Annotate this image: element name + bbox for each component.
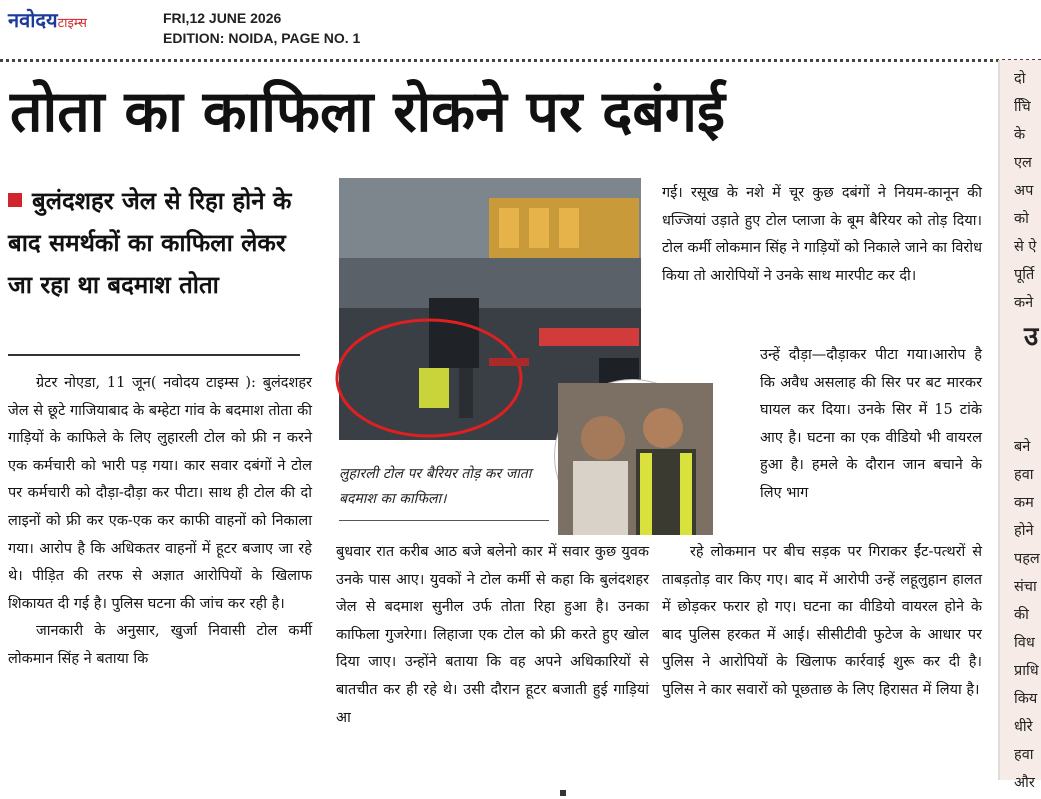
sidebar-line: से ऐ <box>1014 239 1037 255</box>
adjacent-story-strip <box>1000 60 1041 791</box>
kicker-text: बुलंदशहर जेल से रिहा होने के बाद समर्थकों का काफिला लेकर जा रहा था बदमाश तोता <box>8 187 292 299</box>
sidebar-line: बने <box>1014 439 1031 455</box>
article-column-2 <box>336 539 649 732</box>
issue-date: FRI,12 JUNE 2026 <box>163 10 282 26</box>
article-column-3 <box>662 180 982 290</box>
sidebar-line: हवा <box>1014 747 1034 763</box>
inset-photo <box>555 380 710 532</box>
sidebar-line: को <box>1014 211 1029 227</box>
sidebar-line: की <box>1014 607 1029 623</box>
para-col3mid: उन्हें दौड़ा—दौड़ाकर पीटा गया।आरोप है कि अवैध असलाह की सिर पर बट मारकर घायल कर दिया। उनके सिर में 15 टांके आए है। घटना का एक वीडियो भी वायरल हुआ है। हमले के दौरान जान बचाने के लिए भाग <box>760 347 982 501</box>
sidebar-line: विध <box>1014 635 1035 651</box>
para-col3b: रहे लोकमान पर बीच सड़क पर गिराकर ईंट-पत्थरों से ताबड़तोड़ वार किए गए। बाद में आरोपी उन्हें लहूलुहान हालत में छोड़कर फरार हो गए। घटना का वीडियो वायरल होने के बाद पुलिस हरकत में आई। सीसीटीवी फुटेज के आधार पर पुलिस ने आरोपियों के खिलाफ कार्रवाई शुरू कर दी है। पुलिस ने कार सवारों को पूछताछ के लिए हिरासत में लिया है। <box>662 544 982 698</box>
inset-graphic <box>558 383 713 535</box>
para-lead: ग्रेटर नोएडा, 11 जून( नवोदय टाइम्स ): बुलंदशहर जेल से छूटे गाजियाबाद के बम्हेटा गांव के बदमाश तोता की गाड़ियों के काफिले के लिए लुहारली टोल को फ्री न करने एक कर्मचारी को भारी पड़ गया। कार सवार दबंगों ने टोल पर कर्मचारी को दौड़ा-दौड़ा कर पीटा। साथ ही टोल की दो लाइनों को फ्री कर एक-एक कर काफी वाहनों को निकाला गया। आरोप है कि अधिकतर वाहनों में हूटर बजाए जा रहे थे। पीड़ित की तरफ से अज्ञात आरोपियों के खिलाफ शिकायत दी गई है। पुलिस घटना की जांच कर रही है। <box>8 375 312 612</box>
caption-rule <box>339 520 549 521</box>
para-col3a: गई। रसूख के नशे में चूर कुछ दबंगों ने नियम-कानून की धज्जियां उड़ाते हुए टोल प्लाजा के बूम बैरियर को तोड़ दिया। टोल कर्मी लोकमान सिंह ने गाड़ियों को निकाले जाने का विरोध किया तो आरोपियों ने उनके साथ मारपीट कर दी। <box>662 185 982 284</box>
sidebar-line: कम <box>1014 495 1034 511</box>
red-square-bullet-icon <box>8 193 22 207</box>
sidebar-line: चिि <box>1014 99 1031 115</box>
sidebar-line: हवा <box>1014 467 1034 483</box>
para-col2: बुधवार रात करीब आठ बजे बलेनो कार में सवार कुछ युवक उनके पास आए। युवकों ने टोल कर्मी से कहा कि बुलंदशहर जेल से बदमाश सुनील उर्फ तोता रिहा हुआ है। उनका काफिला गुजरेगा। लिहाजा एक टोल को फ्री करते हुए खोल दिया जाए। उन्होंने बताया कि वह अपने अधिकारियों से बातचीत कर ही रहे थे। उसी दौरान हूटर बजाती हुई गाड़ियां आ <box>336 544 649 726</box>
article-column-3-mid <box>760 342 982 508</box>
newspaper-logo <box>8 6 87 36</box>
sidebar-line: दो <box>1014 71 1026 87</box>
logo-sub: टाइम्स <box>57 16 87 31</box>
sidebar-line: एल <box>1014 155 1032 171</box>
dotted-divider <box>0 59 1041 63</box>
sidebar-line: के <box>1014 127 1026 143</box>
logo-main: नवोदय <box>8 8 58 32</box>
sidebar-line: और <box>1014 775 1035 791</box>
photo-caption: लुहारली टोल पर बैरियर तोड़ कर जाता बदमाश का काफिला। <box>339 466 532 507</box>
sidebar-line: होने <box>1014 523 1034 539</box>
article-column-3-bottom <box>662 539 982 705</box>
kicker-rule <box>8 354 300 356</box>
sidebar-line: संचा <box>1014 579 1037 595</box>
masthead <box>0 0 1041 58</box>
article-column-1 <box>8 370 312 674</box>
kicker <box>8 180 303 306</box>
sidebar-line: पहल <box>1014 551 1040 567</box>
sidebar-line: अप <box>1014 183 1034 199</box>
sidebar-line: कने <box>1014 295 1034 311</box>
para-2: जानकारी के अनुसार, खुर्जा निवासी टोल कर्मी लोकमान सिंह ने बताया कि <box>8 623 312 667</box>
edition-page: EDITION: NOIDA, PAGE NO. 1 <box>163 30 361 46</box>
headline: तोता का काफिला रोकने पर दबंगई <box>10 79 725 145</box>
edition-info <box>163 8 360 48</box>
page-marker <box>560 790 566 796</box>
sidebar-line: किय <box>1014 691 1038 707</box>
sidebar-line: पूर्ति <box>1014 267 1035 283</box>
sidebar-line: उ <box>1024 322 1039 352</box>
sidebar-line: प्राधि <box>1014 663 1039 679</box>
sidebar-line: धीरे <box>1014 719 1033 735</box>
